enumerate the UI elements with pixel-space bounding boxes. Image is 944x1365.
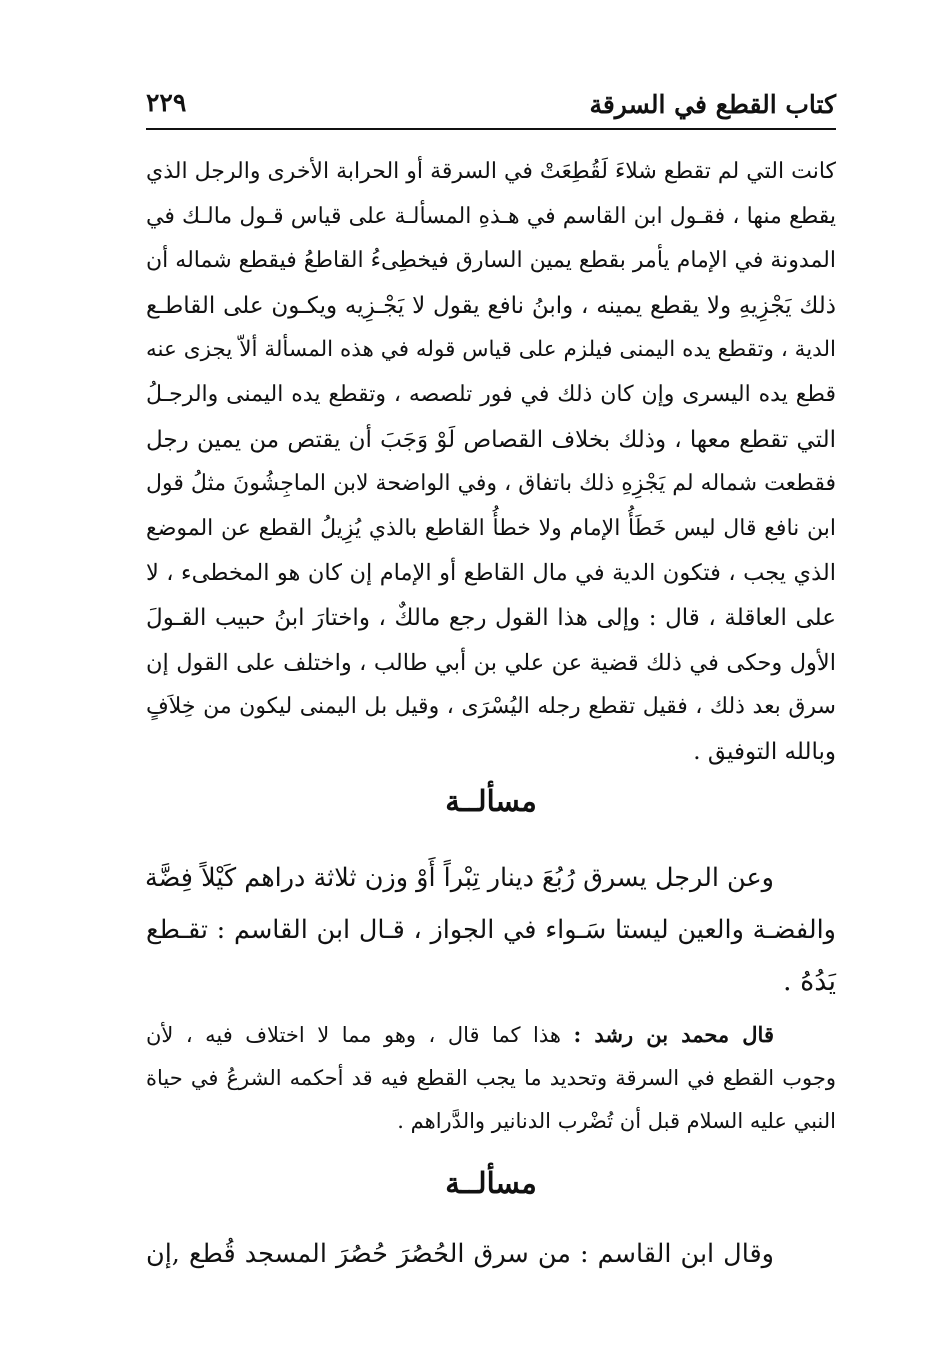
paragraph-question <box>146 852 836 1008</box>
page-number: ٢٢٩ <box>146 88 187 117</box>
text-line: وقال ابن القاسم : من سرق الحُصُرَ حُصُرَ المسجد قُطع ,إن <box>146 1239 774 1269</box>
text-line: التي تقطع معها ، وذلك بخلاف القصاص لَوْ وَجَبَ أن يقتص من يمين رجل <box>146 426 836 453</box>
text-line: يَدُهُ . <box>783 966 836 997</box>
running-header <box>146 86 836 130</box>
text-line: وجوب القطع في السرقة وتحديد ما يجب القطع فيه قد أحكمه الشرعُ في حياة <box>146 1065 836 1090</box>
section-heading: مسألــة <box>445 1166 537 1200</box>
section-heading: مسألــة <box>445 784 537 818</box>
text-line: الأول وحكى في ذلك قضية عن علي بن أبي طالب ، واختلف على القول إن <box>146 649 836 676</box>
text-fragment: هذا كما قال ، وهو مما لا اختلاف فيه ، لأن <box>146 1023 561 1047</box>
paragraph-question <box>146 1228 836 1280</box>
paragraph-commentary <box>146 150 836 774</box>
speaker-label: قال محمد بن رشد : <box>573 1022 774 1047</box>
text-line: الدية ، وتقطع يده اليمنى فيلزم على قياس قوله في هذه المسألة ألاّ يجزى عنه <box>146 337 836 363</box>
paragraph-ibn-rushd <box>146 1013 836 1144</box>
text-line: كانت التي لم تقطع شلاءَ لَقُطِعَتْ في السرقة أو الحرابة الأخرى والرجل الذي <box>146 159 836 184</box>
text-line: سرق بعد ذلك ، فقيل تقطع رجله اليُسْرَى ، وقيل بل اليمنى ليكون من خِلاَفٍ <box>146 694 836 720</box>
text-line: والفضـة والعين ليستا سَـواء في الجواز ، قـال ابن القاسم : تقـطع <box>146 915 836 945</box>
text-line: وبالله التوفيق . <box>693 738 836 765</box>
text-line: وعن الرجل يسرق رُبُعَ دينار تِبْراً أَوْ وزن ثلاثة دراهم كَيْلاً فِضَّة <box>145 863 774 893</box>
text-line: قطع يده اليسرى وإن كان ذلك في فور تلصصه ، وتقطع يده اليمنى والرجـلُ <box>146 381 836 407</box>
text-line: على العاقلة ، قال : وإلى هذا القول رجع مالكٌ ، واختارَ ابنُ حبيب القـولَ <box>146 604 836 631</box>
text-line: ذلك يَجْزِيهِ ولا يقطع يمينه ، وابنُ نافع يقول لا يَجْـزِيه ويكـون على القاطـع <box>146 292 836 319</box>
chapter-title: كتاب القطع في السرقة <box>589 90 836 119</box>
text-line: ابن نافع قال ليس خَطَأُ الإمام ولا خطأُ القاطع بالذي يُزِيلُ القطع عن الموضع <box>146 515 836 541</box>
text-line: يقطع منها ، فقـول ابن القاسم في هـذهِ المسألـة على قياس قـول مالـك في <box>146 203 837 229</box>
text-line: فقطعت شماله لم يَجْزِهِ ذلك باتفاق ، وفي الواضحة لابن الماجِشُونَ مثلُ قول <box>146 471 836 497</box>
text-line <box>146 1013 836 1057</box>
text-line: المدونة في الإمام يأمر بقطع يمين السارق فيخطِىءُ القاطعُ فيقطع شماله أن <box>146 248 836 274</box>
text-line: النبي عليه السلام قبل أن تُضْرب الدنانير والدَّراهم . <box>397 1109 836 1133</box>
text-line: الذي يجب ، فتكون الدية في مال القاطع أو الإمام إن كان هو المخطىء ، لا <box>146 560 836 587</box>
